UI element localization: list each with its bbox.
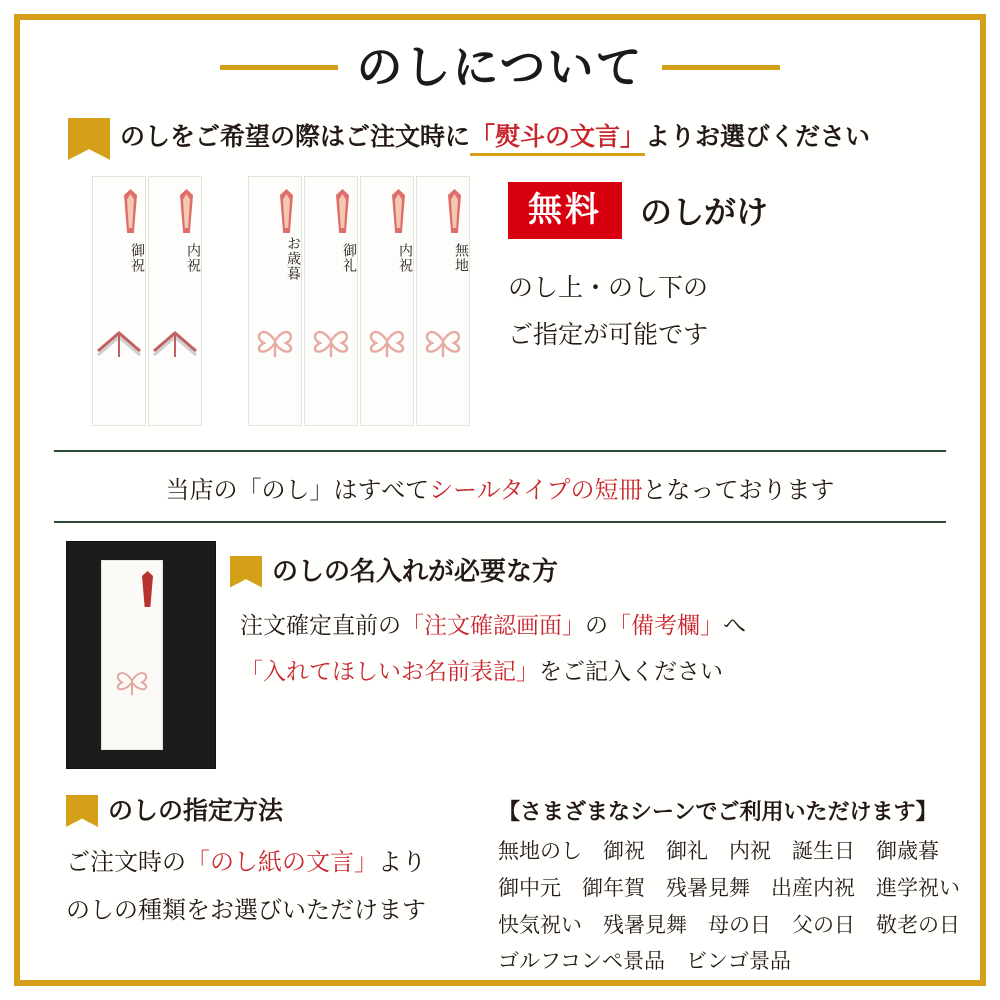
mizuhiki-musubikiri-icon — [149, 311, 201, 363]
lead-prefix: のしをご希望の際はご注文時に — [120, 123, 471, 151]
noshi-slip — [304, 176, 358, 426]
howto-block — [66, 791, 488, 981]
noshi-awabi-icon — [142, 571, 153, 607]
mizuhiki-chomusubi-icon — [102, 657, 162, 697]
howto-line2: のしの種類をお選びいただけます — [66, 897, 426, 924]
noshi-slip-label: お歳暮 — [286, 235, 302, 281]
scene-row: 快気祝い 残暑見舞 母の日 父の日 敬老の日 — [498, 913, 960, 937]
mizuhiki-chomusubi-icon — [417, 311, 469, 363]
free-noshigake-block — [508, 176, 768, 360]
howto-line1-a: ご注文時の — [66, 849, 186, 876]
noshi-slip — [416, 176, 470, 426]
bottom-section — [40, 791, 960, 981]
scene-row: 御中元 御年賀 残暑見舞 出産内祝 進学祝い — [498, 876, 960, 900]
noshi-group-chomusubi — [248, 176, 472, 426]
name-line1-b: 「注文確認画面」 — [401, 612, 585, 638]
noshi-slip-label: 御礼 — [342, 243, 358, 273]
noshi-group-musubikiri — [92, 176, 204, 426]
scenes-block — [498, 791, 960, 981]
scene-row: ゴルフコンペ景品 ビンゴ景品 — [498, 950, 791, 974]
mizuhiki-chomusubi-icon — [249, 311, 301, 363]
name-line1-e: へ — [723, 612, 746, 638]
seal-note — [40, 452, 960, 521]
noshi-slip-label: 無地 — [454, 243, 470, 273]
name-line2-a: 「入れてほしいお名前表記」 — [240, 658, 539, 684]
title-rule-right — [662, 65, 780, 70]
howto-line1-b: 「のし紙の文言」 — [186, 849, 378, 876]
scenes-list — [498, 834, 960, 981]
noshi-slip-label: 御祝 — [130, 243, 146, 273]
lead-heading — [40, 116, 960, 160]
noshi-samples-section — [40, 176, 960, 426]
noshi-slip — [360, 176, 414, 426]
mizuhiki-chomusubi-icon — [305, 311, 357, 363]
title-rule-left — [220, 65, 338, 70]
gift-noshi-paper — [101, 560, 163, 750]
noshi-slip — [148, 176, 202, 426]
scene-row: 無地のし 御祝 御礼 内祝 誕生日 御歳暮 — [498, 840, 939, 863]
mizuhiki-musubikiri-icon — [93, 311, 145, 363]
noshigake-heading: のしがけ — [640, 194, 769, 231]
divider-bottom — [54, 521, 946, 523]
name-entry-section — [40, 541, 960, 769]
noshi-slip-label: 内祝 — [398, 243, 414, 273]
mizuhiki-chomusubi-icon — [361, 311, 413, 363]
free-desc-line-2: ご指定が可能です — [508, 321, 709, 350]
free-desc-line-1: のし上・のし下の — [508, 273, 709, 302]
gift-box-photo — [66, 541, 216, 769]
ribbon-flag-icon — [68, 118, 110, 160]
howto-heading: のしの指定方法 — [108, 797, 284, 825]
noshi-slip-label: 内祝 — [186, 243, 202, 273]
scenes-title: 【さまざまなシーンでご利用いただけます】 — [498, 799, 938, 824]
name-line1-c: の — [585, 612, 608, 638]
lead-highlight: 「熨斗の文言」 — [470, 123, 645, 156]
free-badge: 無料 — [508, 182, 622, 239]
name-line1-a: 注文確定直前の — [240, 612, 401, 638]
seal-note-before: 当店の「のし」はすべて — [165, 477, 430, 504]
page-title — [40, 41, 960, 93]
noshi-slip — [92, 176, 146, 426]
ribbon-flag-icon — [66, 795, 98, 827]
noshi-slip — [248, 176, 302, 426]
howto-line1-c: より — [378, 849, 426, 876]
name-section-heading: のしの名入れが必要な方 — [272, 556, 559, 586]
lead-suffix: よりお選びください — [645, 123, 871, 151]
seal-note-after: となっております — [642, 477, 835, 504]
page-title-text: のしについて — [356, 41, 644, 93]
seal-note-highlight: シールタイプの短冊 — [429, 477, 643, 504]
name-line1-d: 「備考欄」 — [608, 612, 723, 638]
name-line2-b: をご記入ください — [539, 658, 723, 684]
ribbon-flag-icon — [230, 556, 262, 588]
